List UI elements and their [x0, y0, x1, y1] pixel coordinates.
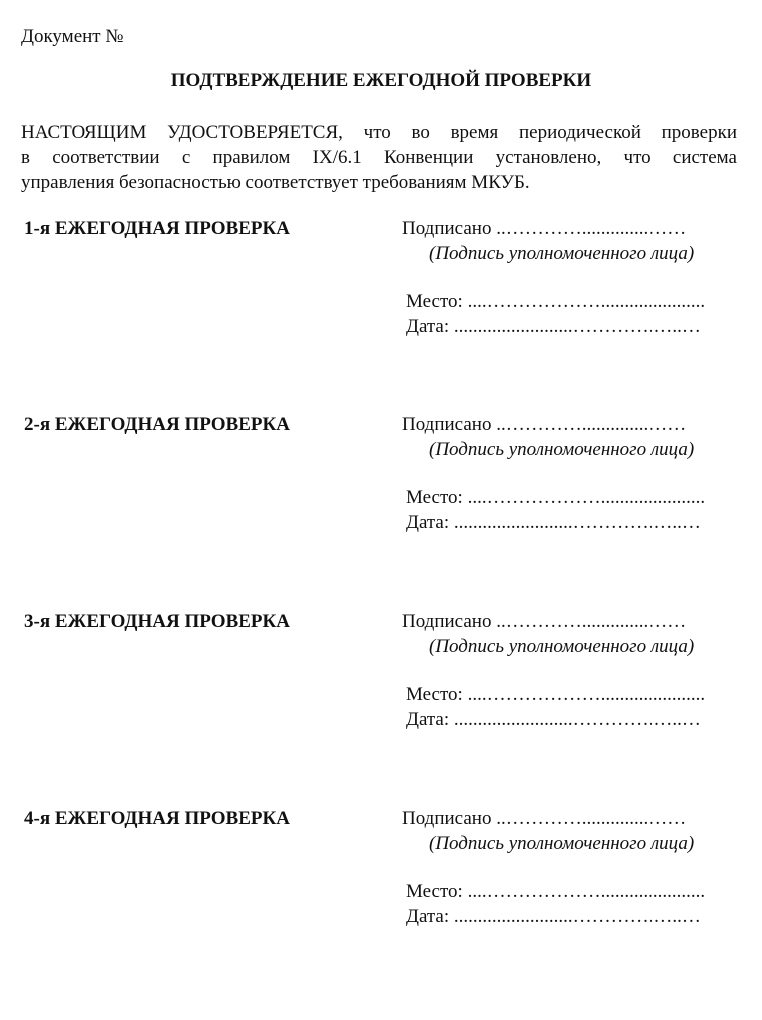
document-number-label: Документ № — [21, 26, 124, 47]
signed-field[interactable]: Подписано ..…………..............…… — [402, 808, 687, 829]
place-field[interactable]: Место: ....………………...................... — [406, 291, 706, 312]
place-field[interactable]: Место: ....………………...................... — [406, 487, 706, 508]
signature-caption: (Подпись уполномоченного лица) — [429, 833, 695, 854]
signature-caption: (Подпись уполномоченного лица) — [429, 243, 695, 264]
document-title: ПОДТВЕРЖДЕНИЕ ЕЖЕГОДНОЙ ПРОВЕРКИ — [170, 70, 592, 91]
date-field[interactable]: Дата: .........................………….…..… — [406, 316, 701, 337]
signature-caption: (Подпись уполномоченного лица) — [429, 439, 695, 460]
place-field[interactable]: Место: ....………………...................... — [406, 684, 706, 705]
intro-line-2: в соответствии с правилом IX/6.1 Конвенции установлено, что система — [21, 147, 737, 168]
inspection-block-1 — [0, 219, 762, 349]
signed-field[interactable]: Подписано ..…………..............…… — [402, 611, 687, 632]
inspection-heading: 4-я ЕЖЕГОДНАЯ ПРОВЕРКА — [24, 808, 290, 829]
inspection-heading: 3-я ЕЖЕГОДНАЯ ПРОВЕРКА — [24, 611, 290, 632]
inspection-block-4 — [0, 809, 762, 939]
signature-caption: (Подпись уполномоченного лица) — [429, 636, 695, 657]
place-field[interactable]: Место: ....………………...................... — [406, 881, 706, 902]
inspection-heading: 2-я ЕЖЕГОДНАЯ ПРОВЕРКА — [24, 414, 290, 435]
signed-field[interactable]: Подписано ..…………..............…… — [402, 218, 687, 239]
signed-field[interactable]: Подписано ..…………..............…… — [402, 414, 687, 435]
date-field[interactable]: Дата: .........................………….…..… — [406, 906, 701, 927]
inspection-heading: 1-я ЕЖЕГОДНАЯ ПРОВЕРКА — [24, 218, 290, 239]
intro-paragraph — [21, 120, 737, 195]
inspection-block-2 — [0, 415, 762, 545]
intro-line-3: управления безопасностью соответствует требованиям МКУБ. — [21, 172, 530, 193]
inspection-block-3 — [0, 612, 762, 742]
intro-line-1: НАСТОЯЩИМ УДОСТОВЕРЯЕТСЯ, что во время периодической проверки — [21, 122, 737, 143]
date-field[interactable]: Дата: .........................………….…..… — [406, 512, 701, 533]
date-field[interactable]: Дата: .........................………….…..… — [406, 709, 701, 730]
